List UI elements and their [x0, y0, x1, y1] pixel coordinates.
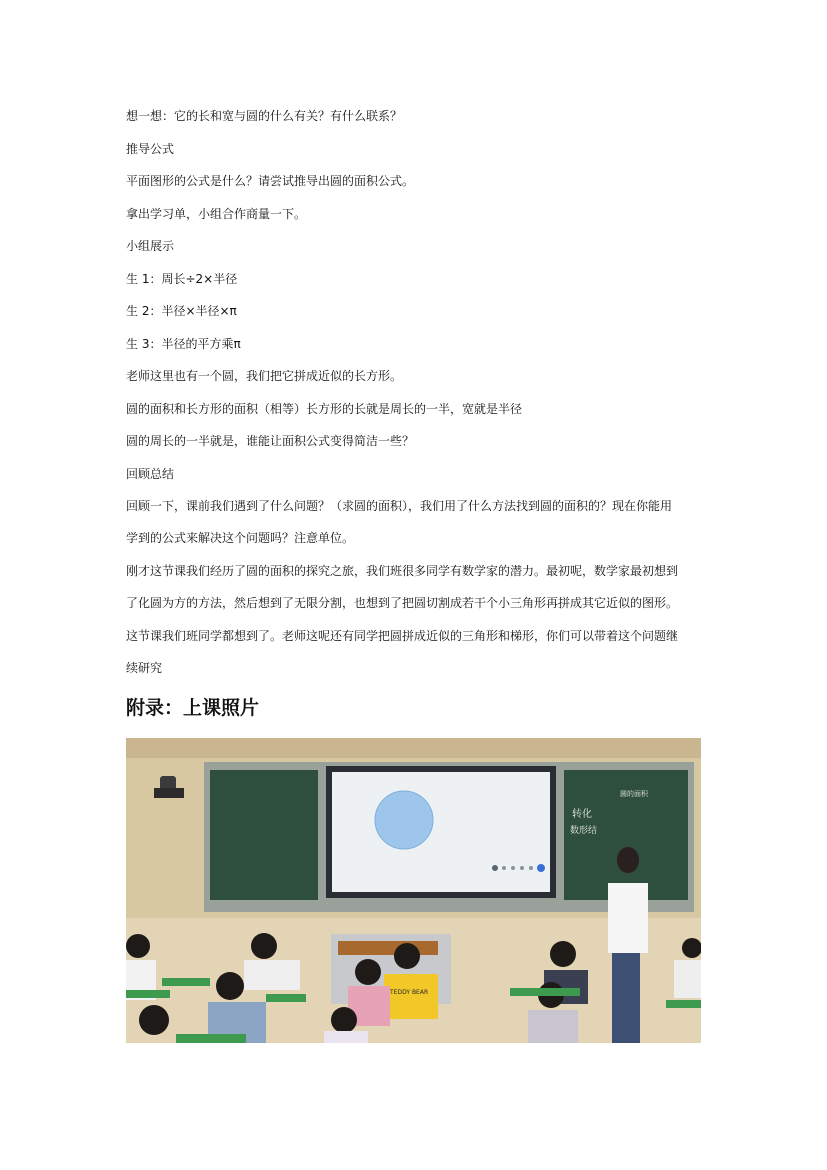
text-line: 生 1：周长÷2×半径: [126, 272, 238, 286]
text-line: 生 2：半径×半径×π: [126, 304, 237, 318]
text-line: 推导公式: [126, 142, 175, 156]
classroom-photo: [126, 738, 701, 1043]
text-line: 平面图形的公式是什么？请尝试推导出圆的面积公式。: [126, 174, 415, 188]
board-text: 转化: [572, 809, 592, 820]
text-line: 刚才这节课我们经历了圆的面积的探究之旅，我们班很多同学有数学家的潜力。最初呢，数学家最初想到: [126, 564, 679, 578]
appendix-heading: 附录：上课照片: [126, 697, 260, 719]
left-chalkboard: [210, 770, 318, 900]
text-line: 回顾总结: [126, 467, 175, 481]
board-text: 圆的面积: [620, 790, 648, 798]
shirt-text: TEDDY BEAR: [390, 989, 429, 996]
text-line: 续研究: [126, 661, 163, 675]
board-text: 数形结: [570, 826, 598, 836]
text-line: 回顾一下，课前我们遇到了什么问题？（求圆的面积），我们用了什么方法找到圆的面积的？现在你能用: [126, 499, 673, 513]
text-line: 生 3：半径的平方乘π: [126, 337, 241, 351]
text-line: 小组展示: [126, 239, 175, 253]
text-line: 拿出学习单，小组合作商量一下。: [126, 207, 307, 221]
text-line: 想一想：它的长和宽与圆的什么有关？有什么联系？: [126, 109, 403, 123]
text-line: 老师这里也有一个圆，我们把它拼成近似的长方形。: [126, 369, 403, 383]
text-line: 圆的周长的一半就是，谁能让面积公式变得简洁一些？: [126, 434, 415, 448]
text-line: 学到的公式来解决这个问题吗？注意单位。: [126, 531, 355, 545]
text-line: 圆的面积和长方形的面积（相等）长方形的长就是周长的一半，宽就是半径: [126, 402, 523, 416]
projector-screen: [332, 772, 550, 892]
text-line: 了化圆为方的方法，然后想到了无限分割，也想到了把圆切割成若干个小三角形再拼成其它近似的图形。: [126, 596, 679, 610]
camera-icon: [160, 776, 176, 790]
text-line: 这节课我们班同学都想到了。老师这呢还有同学把圆拼成近似的三角形和梯形，你们可以带着这个问题继: [126, 629, 679, 643]
